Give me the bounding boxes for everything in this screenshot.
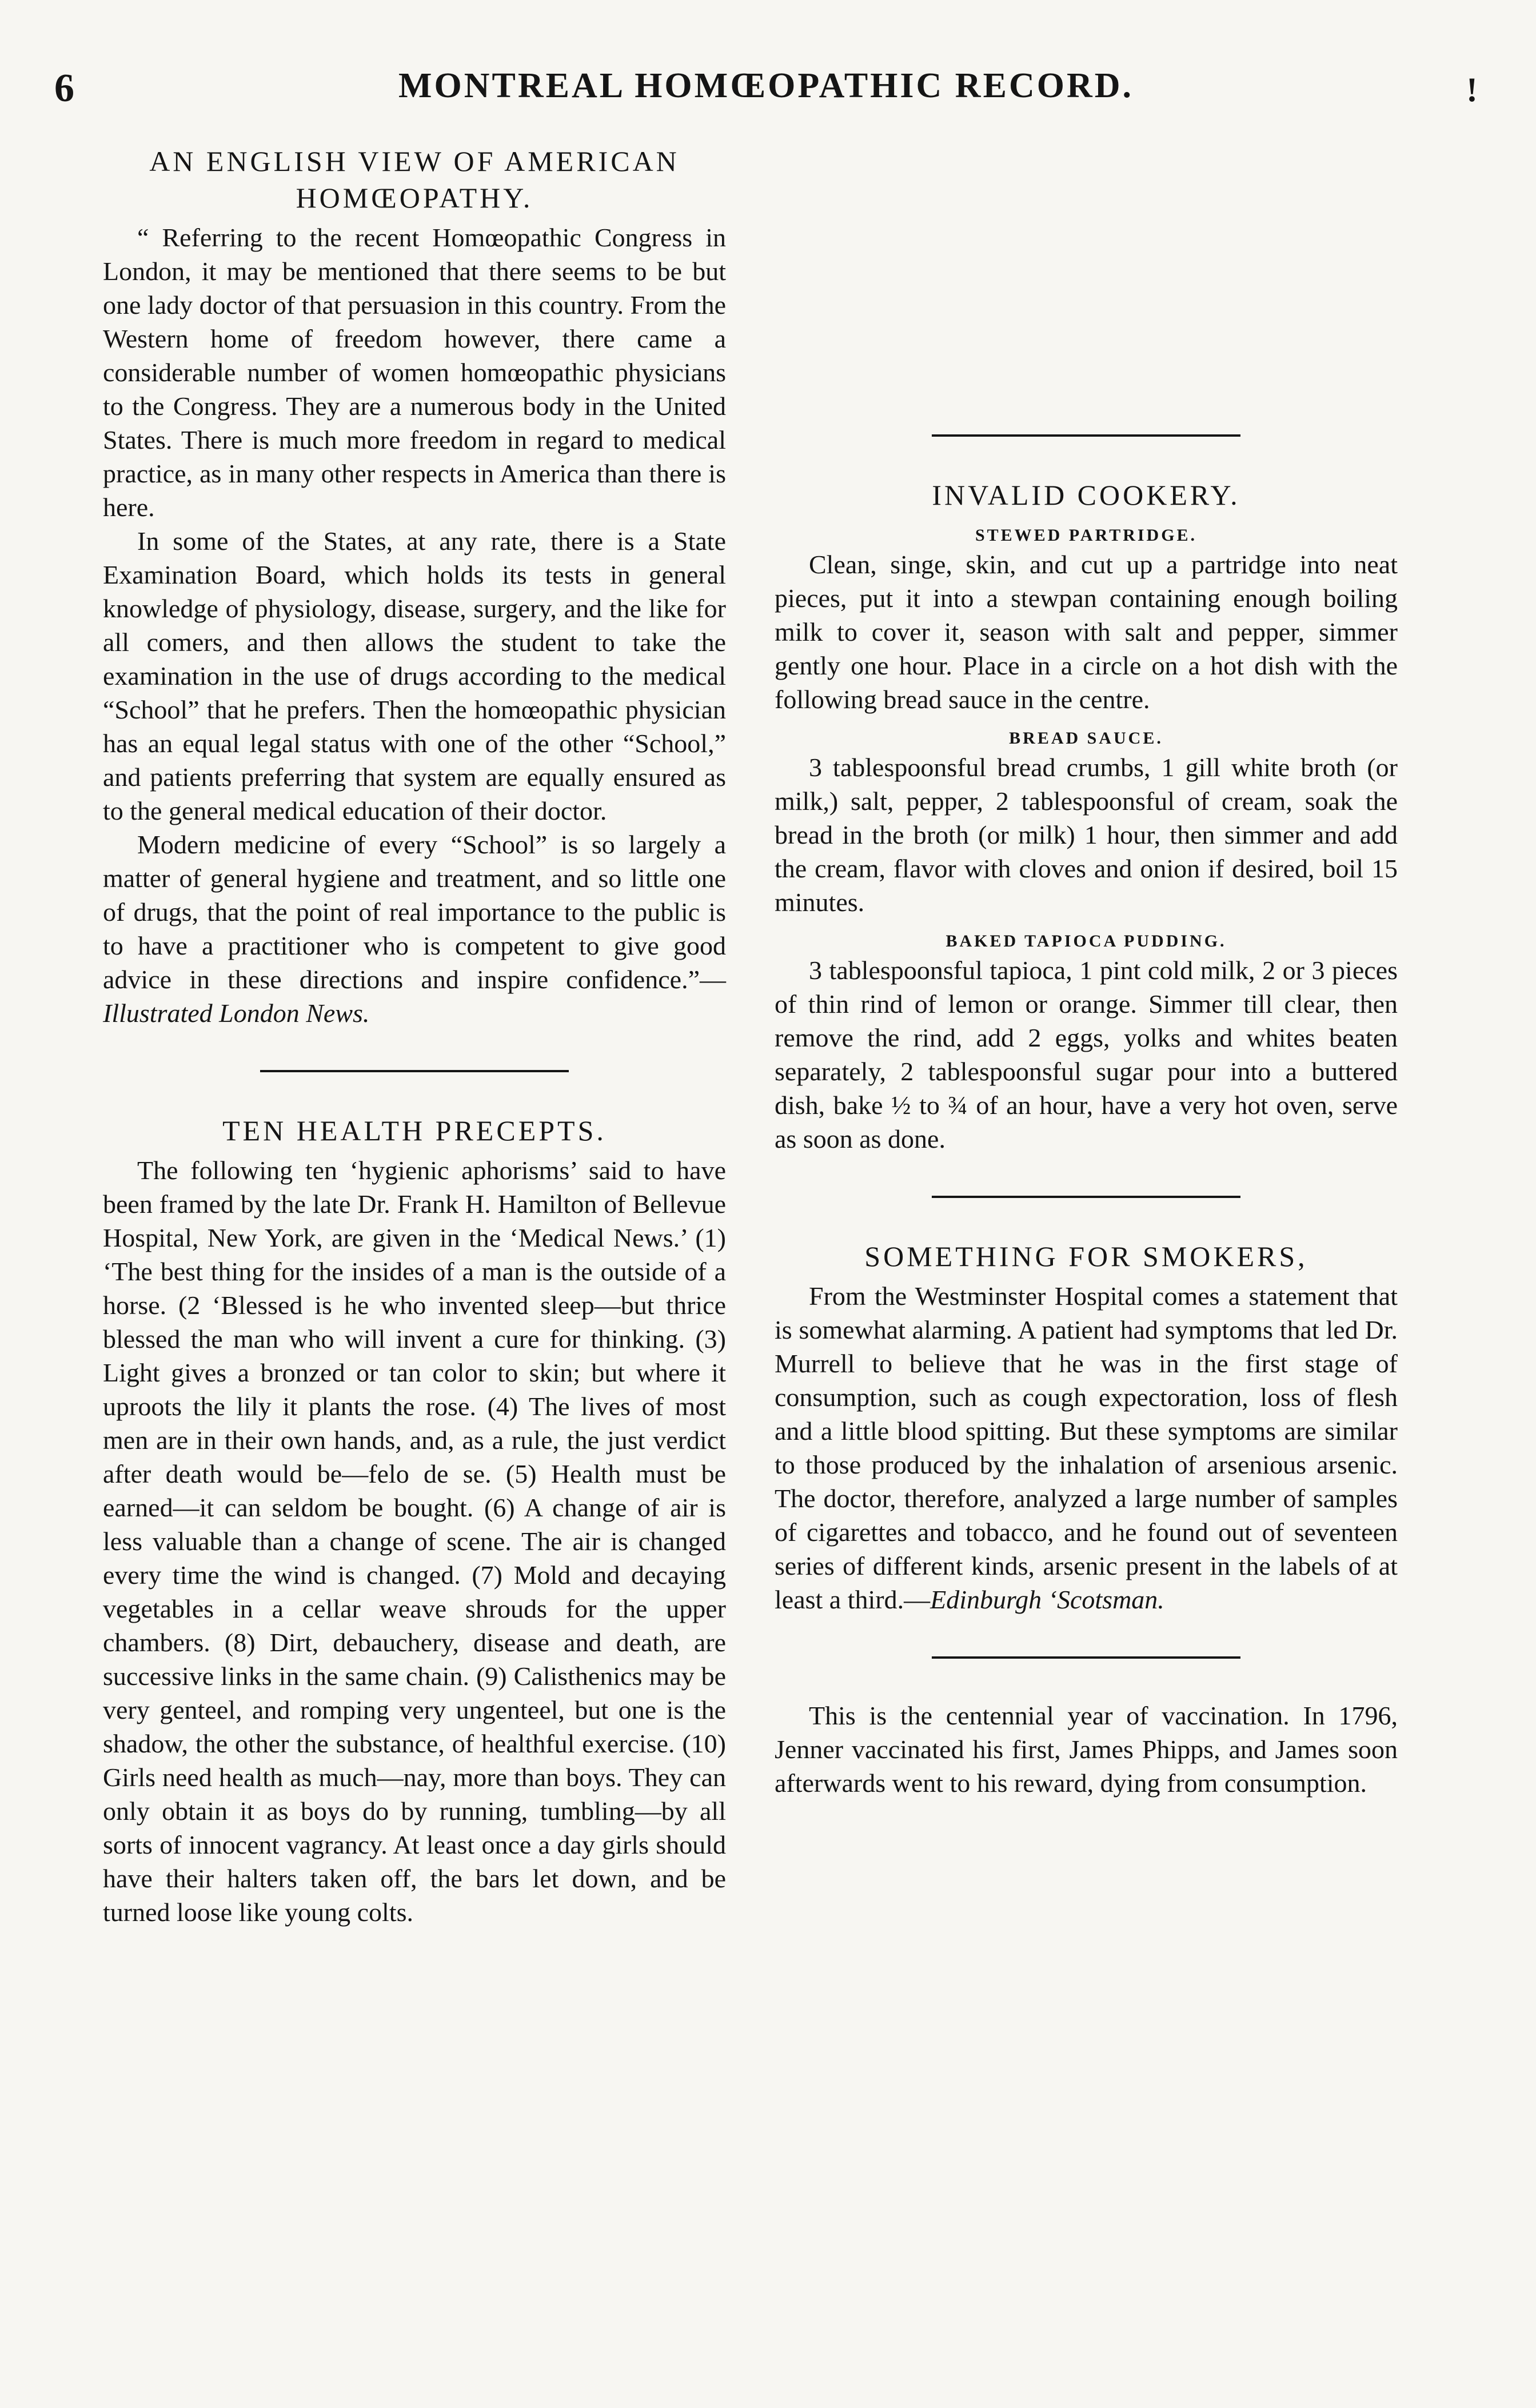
page-number: 6 [54,66,74,110]
recipe-text: Clean, singe, skin, and cut up a partridge into neat pieces, put it into a stewpan containing enough boiling milk to cover it, season with salt and pepper, simmer gently one hour. Place in a circle on a hot dish with the following bread sauce in the centre. [775,550,1398,714]
recipe-text: 3 tablespoonsful tapioca, 1 pint cold milk, 2 or 3 pieces of thin rind of lemon or orange. Simmer till clear, then remove the rind, add 2 eggs, yolks and whites beaten separately, 2 tablespoonsful sugar pour into a buttered dish, bake ½ to ¾ of an hour, have a very hot oven, serve as soon as done. [775,956,1398,1153]
article-ten-health-precepts [103,1112,726,1929]
article-vaccination [775,1699,1398,1800]
article-smokers [775,1238,1398,1616]
article-paragraph: In some of the States, at any rate, there is a State Examination Board, which holds its tests in general knowledge of physiology, disease, surgery, and the like for all comers, and then allows the student to take the examination in the use of drugs according to the medical “School” that he prefers. Then the homœopathic physician has an equal legal status with one of the other “School,” and patients preferring that system are equally ensured as to the general medical education of their doctor. [103,526,726,825]
article-title-invalid-cookery: INVALID COOKERY. [932,479,1240,511]
article-paragraph [103,828,726,1030]
article-paragraph: “ Referring to the recent Homœopathic Congress in London, it may be mentioned that there seems to be but one lady doctor of that persuasion in this country. From the Western home of freedom however, there came a considerable number of women homœopathic physicians to the Congress. They are a numerous body in the United States. There is much more freedom in regard to medical practice, as in many other respects in America than there is here. [103,223,726,522]
article-title-ten-health: TEN HEALTH PRECEPTS. [222,1115,607,1147]
section-divider [932,1196,1240,1198]
article-title-english-view: AN ENGLISH VIEW OF AMERICAN HOMŒOPATHY. [149,145,680,214]
recipe-title-tapioca: BAKED TAPIOCA PUDDING. [945,932,1227,951]
recipe-title-stewed-partridge: STEWED PARTRIDGE. [975,526,1198,545]
article-paragraph-text: From the Westminster Hospital comes a statement that is somewhat alarming. A patient had symptoms that led Dr. Murrell to believe that he was in the first stage of consumption, such as cough expectoration, loss of flesh and a little blood spitting. But these symptoms are similar to those produced by the inhalation of arsenious arsenic. The doctor, therefore, analyzed a large number of samples of cigarettes and tobacco, and he found out of seventeen series of different kinds, arsenic present in the labels of at least a third.— [775,1281,1398,1614]
article-paragraph-text: Modern medicine of every “School” is so largely a matter of general hygiene and treatment, and so little one of drugs, that the point of real importance to the public is to have a practitioner who is competent to give good advice in these directions and inspire confidence.”— [103,830,726,994]
right-column [775,137,1398,1800]
article-paragraph: This is the centennial year of vaccination. In 1796, Jenner vaccinated his first, James Phipps, and James soon afterwards went to his reward, dying from consumption. [775,1701,1398,1798]
article-paragraph: The following ten ‘hygienic aphorisms’ said to have been framed by the late Dr. Frank H. Hamilton of Bellevue Hospital, New York, are given in the ‘Medical News.’ (1) ‘The best thing for the insides of a man is the outside of a horse. (2 ‘Blessed is he who invented sleep—but thrice blessed the man who will invent a cure for thinking. (3) Light gives a bronzed or tan color to skin; but where it uproots the lily it plants the rose. (4) The lives of most men are in their own hands, and, as a rule, the just verdict after death would be—felo de se. (5) Health must be earned—it can seldom be bought. (6) A change of air is less valuable than a change of scene. The air is changed every time the wind is changed. (7) Mold and decaying vegetables in a cellar weave shrouds for the upper chambers. (8) Dirt, debauchery, disease and death, are successive links in the same chain. (9) Calisthenics may be very genteel, and romping very ungenteel, but one is the shadow, the other the substance, of healthful exercise. (10) Girls need health as much—nay, more than boys. They can only obtain it as boys do by running, tumbling—by all sorts of innocent vagrancy. At least once a day girls should have their halters taken off, the bars let down, and be turned loose like young colts. [103,1156,726,1927]
recipe-title-bread-sauce: BREAD SAUCE. [1009,729,1163,748]
article-english-view [103,143,726,1030]
article-invalid-cookery [775,477,1398,1156]
article-source: Edinburgh ‘Scotsman. [930,1585,1164,1614]
section-divider [932,434,1240,437]
article-paragraph [775,1279,1398,1616]
recipe-text: 3 tablespoonsful bread crumbs, 1 gill white broth (or milk,) salt, pepper, 2 tablespoonsful of cream, soak the bread in the broth (or milk) 1 hour, then simmer and add the cream, flavor with cloves and onion if desired, boil 15 minutes. [775,753,1398,917]
journal-title: MONTREAL HOMŒOPATHIC RECORD. [398,66,1134,105]
section-divider [932,1656,1240,1659]
margin-mark: ! [1466,71,1478,109]
left-column [103,143,726,1929]
section-divider [260,1070,569,1072]
article-title-smokers: SOMETHING FOR SMOKERS, [864,1240,1308,1272]
article-source: Illustrated London News. [103,999,370,1028]
running-head [54,66,1478,123]
